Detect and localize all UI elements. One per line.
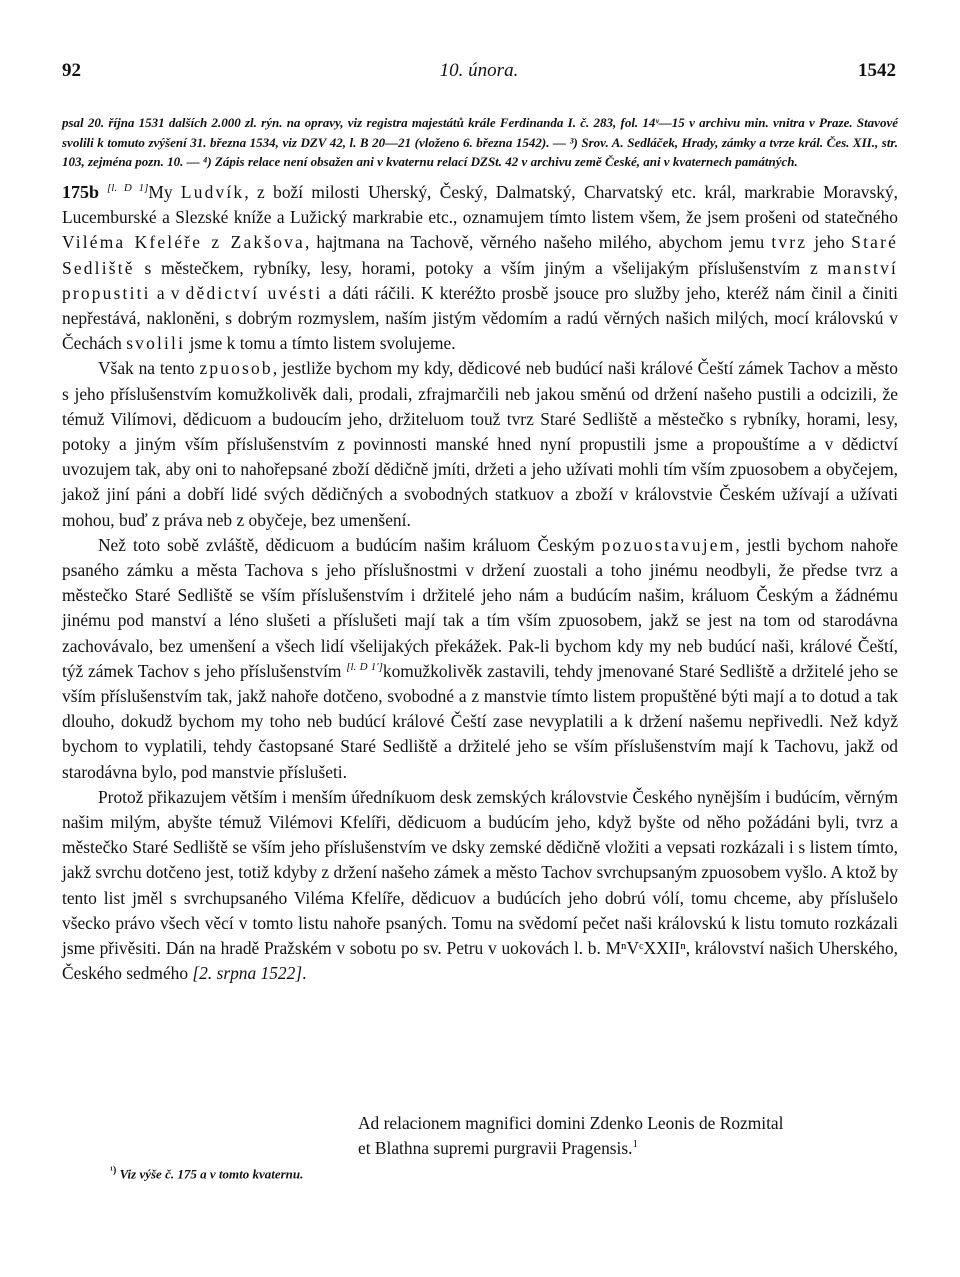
bottom-footnote-mark: ¹) [110,1165,117,1176]
page-header [62,60,896,90]
relation-line-2: et Blathna supremi purgravii Pragensis. [358,1138,633,1159]
running-year: 1542 [858,60,896,81]
running-date: 10. února. [439,60,519,81]
paragraph-4: Protož přikazujem větším i menším úředníkuom desk zemských královstvie Českého nynějším i budúcím, věrným našim milým, abyšte témuž Vilémovi Kfelíři, dědicuom a budúcím jeho, když byšte od něho požádáni byli, tvrz a městečko Staré Sedliště se vším jeho příslušenstvím ve dsky zemské dědičně vložiti a vepsati rozkázali i s listem tímto, jakž svrchu dotčeno jest, totiž kdyby z držení našeho zámek a město Tachov svrchupsaným zpuosobem vyšlo. A ktož by tento list jměl s svrchupsaného Viléma Kfelíře, dědicuov a budúcích jeho dobrú vólí, tomu chceme, aby příslušelo všecko právo všech věcí v tomto listu nahoře psaných. Tomu na svědomí pečet naši královskú k listu tomuto rozkázali jsme přivěsiti. Dán na hradě Pražském v sobotu po sv. Petru v uokovách l. b. MⁿVᶜXXIIⁿ, království našich Uherského, Českého sedmého [2. srpna 1522]. [62,786,898,984]
footnote-mark-4: ⁴ [202,154,208,169]
footnote-line-4: relace není obsažen ani v kvaternu relací DZSt. 42 v archivu země České, ani v kvaternech památných. [247,154,798,169]
footnote-line-2: v archivu min. vnitra v Praze. Stavové svolili k tomuto zvýšení 31. března 1534, viz DZV 42, l. B 20—21 (vloženo 6. [62,115,898,150]
relation-line-1: Ad relacionem magnifici domini Zdenko Leonis de Rozmital [358,1113,784,1133]
document-number: 175b [62,182,100,202]
footnote-line-3c: ) Zápis [207,154,245,169]
editorial-date: [2. srpna 1522] [192,963,303,984]
top-footnotes [62,113,898,172]
document-body [62,180,898,987]
footnote-line-1: psal 20. října 1531 dalších 2.000 zl. rýn. na opravy, viz registra majestátů krále Ferdinanda I. č. 283, fol. 14ᵛ—15 [62,115,685,130]
paragraph-2: Však na tento zpuosob, jestliže bychom my kdy, dědicové neb budúcí naši králové Čeští zámek Tachov a město s jeho příslušenstvím komužkolivěk dali, prodali, zfrajmarčili neb jakou směnú od držení našeho pustili a odcizili, že témuž Vilímovi, dědicuom a budoucím jeho, držiteluom touž tvrz Staré Sedliště a městečko s rybníky, horami, lesy, potoky a jiným vším příslušenstvím z povinnosti manské hned nyní propustili jsme a propouštíme a v dědictví uvozujem tak, aby oni to nahořepsané zboží dědičně jmíti, držeti a jeho užívati mohli tím vším zpuosobem a obyčejem, jakož jiní páni a dobří lidé svých dědičných a svobodných statkuov a zboží v královstvie Českém užívají a užívati mohou, buď z práva neb z obyčeje, bez umenšení. [62,358,898,530]
grantee-name: Viléma Kfeléře z Zakšova [62,232,305,253]
relation-footnote-mark: 1 [632,1138,638,1151]
paragraph-1: 175b [l. D 1]My Ludvík, z boží milosti Uherský, Český, Dalmatský, Charvatský etc. král, markrabie Moravský, Lucemburské a Slezské kníže a Lužický markrabie etc., oznamujem tímto listem všem, že jsem prošeni od statečného Viléma Kfeléře z Zakšova, hajtmana na Tachově, věrného našeho milého, abychom jemu tvrz jeho Staré Sedliště s městečkem, rybníky, lesy, horami, potoky a vším jiným a všelijakým příslušenstvím z manství propustiti a v dědictví uvésti a dáti ráčili. K kteréžto prosbě jsouce pro služby jeho, kteréž nám činil a činiti nepřestává, nakloněni, s dobrým rozmyslem, naším jistým vědomím a radú věrných našich milých, mocí královskú v Čechách svolili jsme k tomu a tímto listem svolujeme. [62,182,899,354]
footnote-mark-3: ³ [569,134,574,150]
page-number: 92 [62,60,81,81]
footnote-line-3b: ) Srov. A. Sedláček, Hrady, zámky a tvrze král. Čes. XII., str. 103, zejména pozn. 10. — [62,134,899,169]
relation-note [358,1111,898,1161]
folio-marker-1: [l. D 1] [107,182,149,195]
bottom-footnote [110,1165,530,1182]
footnote-line-3a: března 1542). — [476,134,570,150]
bottom-footnote-text: Viz výše č. 175 a v tomto kvaternu. [116,1166,304,1182]
king-name: Ludvík [180,182,245,202]
paragraph-3: Než toto sobě zvláště, dědicuom a budúcím našim králuom Českým pozuostavujem, jestli bychom nahoře psaného zámku a města Tachova s jeho příslušnostmi v držení zuostali a toho jinému neodbyli, že předse tvrz a městečko Staré Sedliště se vším příslušenstvím i držitelé jeho nám a budúcím našim, králuom Českým a žádnému jinému pod manství a léno slušeti a příslušeti mají tak a tím vším zpuosobem, jakž se jest na tom od starodávna zachovávalo, bez umenšení a všech lidí všelijakých překážek. Pak-li bychom kdy my neb budúcí naši, králové Čeští, týž zámek Tachov s jeho příslušenstvím [l. D 1']komužkolivěk zastavili, tehdy jmenované Staré Sedliště a držitelé jeho se vším příslušenstvím tak, jakž nahoře dotčeno, svobodné a z manstvie tímto listem propuštěné býti mají a to dotud a tak dlouho, dokudž bychom my toho neb budúcí králové Čeští zase nevyplatili a k držení našemu nepřivedli. Než když bychom to vyplatili, tehdy častopsané Staré Sedliště a držitelé jeho se vším příslušenstvím mají k Tachovu, jakž od starodávna bylo, pod manstvie příslušeti. [62,534,898,782]
folio-marker-2: [l. D 1'] [346,661,383,674]
